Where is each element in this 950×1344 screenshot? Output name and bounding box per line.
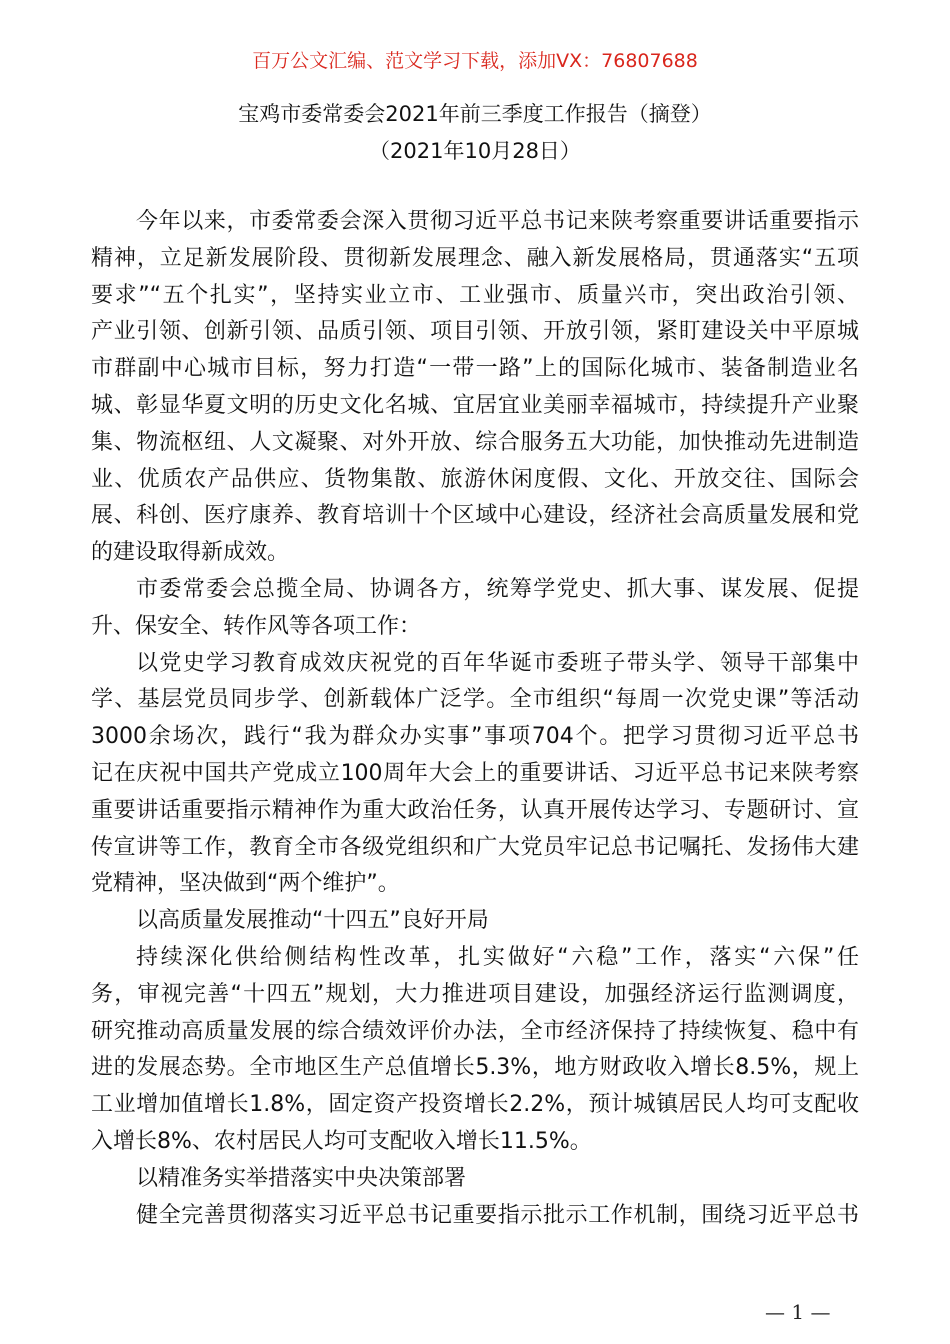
paragraph <box>91 646 859 904</box>
text-line: 以党史学习教育成效庆祝党的百年华诞市委班子带头学、领导干部集中 <box>136 650 859 676</box>
document-body <box>91 204 859 1234</box>
document-date: （2021年10月28日） <box>369 139 581 163</box>
text-line: 重要讲话重要指示精神作为重大政治任务，认真开展传达学习、专题研讨、宣 <box>91 797 859 823</box>
text-line: 学、基层党员同步学、创新载体广泛学。全市组织“每周一次党史课”等活动 <box>91 687 859 713</box>
text-line: 市委常委会总揽全局、协调各方，统筹学党史、抓大事、谋发展、促提 <box>136 576 859 602</box>
paragraph <box>91 204 859 572</box>
text-line: 入增长8%、农村居民人均可支配收入增长11.5%。 <box>91 1128 592 1154</box>
text-line: 工业增加值增长1.8%，固定资产投资增长2.2%，预计城镇居民人均可支配收 <box>91 1092 859 1118</box>
paragraph <box>91 940 859 1161</box>
text-line: 的建设取得新成效。 <box>91 540 290 566</box>
text-line: 党精神，坚决做到“两个维护”。 <box>91 871 400 897</box>
text-line: 要求”“五个扎实”，坚持实业立市、工业强市、质量兴市，突出政治引领、 <box>91 282 859 308</box>
paragraph <box>91 1198 859 1235</box>
text-line: 以高质量发展推动“十四五”良好开局 <box>136 908 489 934</box>
text-line: 以精准务实举措落实中央决策部署 <box>136 1165 467 1191</box>
paragraph <box>91 903 859 940</box>
text-line: 展、科创、医疗康养、教育培训十个区域中心建设，经济社会高质量发展和党 <box>91 503 859 529</box>
text-line: 业、优质农产品供应、货物集散、旅游休闲度假、文化、开放交往、国际会 <box>91 466 859 492</box>
text-line: 3000余场次，践行“我为群众办实事”事项704个。把学习贯彻习近平总书 <box>91 724 859 750</box>
text-line: 集、物流枢纽、人文凝聚、对外开放、综合服务五大功能，加快推动先进制造 <box>91 429 859 455</box>
text-line: 传宣讲等工作，教育全市各级党组织和广大党员牢记总书记嘱托、发扬伟大建 <box>91 834 859 860</box>
page-number: — 1 — <box>765 1300 831 1324</box>
watermark-banner: 百万公文汇编、范文学习下载，添加VX：76807688 <box>252 50 698 72</box>
text-line: 进的发展态势。全市地区生产总值增长5.3%，地方财政收入增长8.5%，规上 <box>91 1055 859 1081</box>
text-line: 健全完善贯彻落实习近平总书记重要指示批示工作机制，围绕习近平总书 <box>136 1202 859 1228</box>
text-line: 研究推动高质量发展的综合绩效评价办法，全市经济保持了持续恢复、稳中有 <box>91 1018 859 1044</box>
text-line: 务，审视完善“十四五”规划，大力推进项目建设，加强经济运行监测调度， <box>91 981 859 1007</box>
text-line: 记在庆祝中国共产党成立100周年大会上的重要讲话、习近平总书记来陕考察 <box>91 760 859 786</box>
text-line: 今年以来，市委常委会深入贯彻习近平总书记来陕考察重要讲话重要指示 <box>136 209 859 234</box>
text-line: 城、彰显华夏文明的历史文化名城、宜居宜业美丽幸福城市，持续提升产业聚 <box>91 392 859 418</box>
document-title: 宝鸡市委常委会2021年前三季度工作报告（摘登） <box>238 102 712 126</box>
text-line: 市群副中心城市目标，努力打造“一带一路”上的国际化城市、装备制造业名 <box>91 356 859 382</box>
paragraph <box>91 1161 859 1198</box>
paragraph <box>91 572 859 646</box>
text-line: 持续深化供给侧结构性改革，扎实做好“六稳”工作，落实“六保”任 <box>136 944 859 970</box>
text-line: 升、保安全、转作风等各项工作： <box>91 613 422 639</box>
text-line: 精神，立足新发展阶段、贯彻新发展理念、融入新发展格局，贯通落实“五项 <box>91 245 859 271</box>
text-line: 产业引领、创新引领、品质引领、项目引领、开放引领，紧盯建设关中平原城 <box>91 319 859 345</box>
